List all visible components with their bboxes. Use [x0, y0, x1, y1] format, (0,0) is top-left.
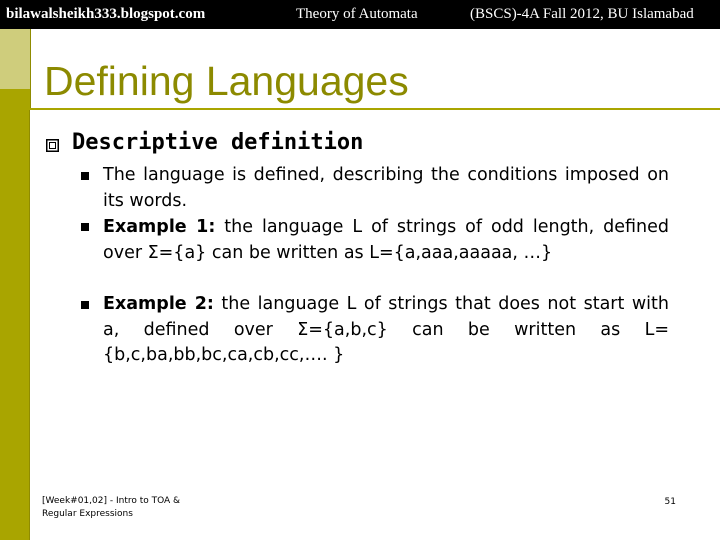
- list-item: [103, 163, 669, 214]
- header-class-info: (BSCS)-4A Fall 2012, BU Islamabad: [470, 6, 694, 22]
- example-label: Example 2:: [103, 294, 214, 314]
- header-bar: [0, 0, 720, 29]
- title-underline-rule: [30, 108, 720, 110]
- header-course-title: Theory of Automata: [296, 6, 418, 22]
- square-bullet-icon: [81, 172, 89, 180]
- left-accent-stripe-top: [0, 29, 30, 89]
- title-vertical-rule: [30, 29, 31, 110]
- slide-title: Defining Languages: [44, 58, 409, 104]
- page-number: 51: [664, 497, 676, 507]
- body-vertical-rule: [29, 110, 30, 540]
- square-bullet-icon: [81, 301, 89, 309]
- example-label: Example 1:: [103, 217, 216, 237]
- item-text: the language L of strings that does not start with a, defined over Σ={a,b,c} can be written as L={b,c,ba,bb,bc,ca,cb,cc,…. }: [103, 294, 670, 365]
- footer-lecture-info: [Week#01,02] - Intro to TOA & Regular Expressions: [42, 496, 181, 519]
- list-item: [103, 292, 669, 369]
- item-text: The language is defined, describing the conditions imposed on its words.: [103, 165, 669, 211]
- square-bullet-icon: [81, 223, 89, 231]
- hollow-square-bullet-icon: [46, 139, 59, 152]
- list-item: [103, 215, 669, 266]
- item-text: the language L of strings of odd length, defined over Σ={a} can be written as L={a,aaa,aaaaa, …}: [103, 217, 670, 263]
- left-accent-stripe: [0, 29, 30, 540]
- header-blog-url: bilawalsheikh333.blogspot.com: [6, 6, 206, 22]
- main-bullet-text: Descriptive definition: [72, 130, 364, 155]
